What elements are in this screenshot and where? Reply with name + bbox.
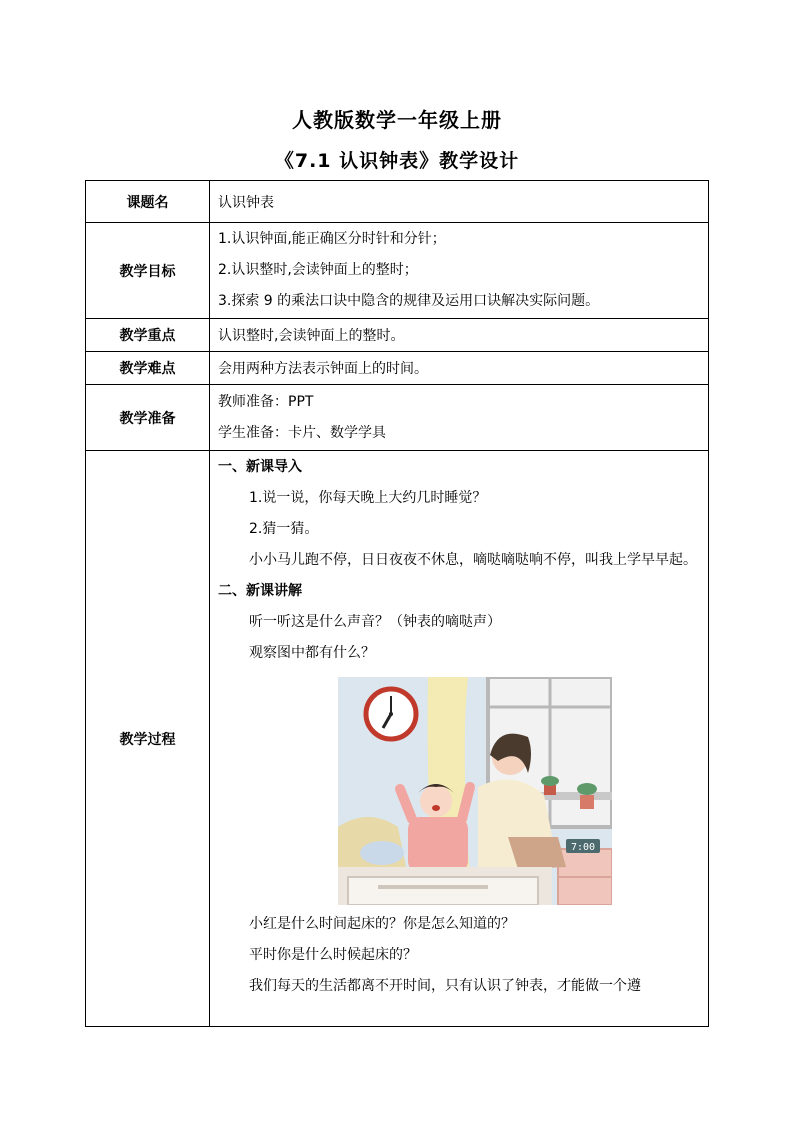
lesson-plan-table (85, 180, 709, 1027)
paragraph: 我们每天的生活都离不开时间，只有认识了钟表，才能做一个遵 (249, 978, 641, 994)
objective-item: 1.认识钟面,能正确区分时针和分针； (218, 231, 446, 247)
label-key-point: 教学重点 (86, 319, 210, 352)
riddle-paragraph: 小小马儿跑不停，日日夜夜不休息，嘀哒嘀哒响不停，叫我上学早早起。 (249, 552, 697, 568)
paragraph: 平时你是什么时候起床的？ (249, 947, 417, 963)
row-topic (86, 181, 709, 223)
plant-icon (577, 783, 597, 809)
illustration-wakeup (338, 677, 612, 905)
label-topic: 课题名 (86, 181, 210, 223)
doc-subtitle: 《7.1 认识钟表》教学设计 (274, 150, 520, 172)
paragraph: 2.猜一猜。 (249, 521, 319, 537)
paragraph: 小红是什么时间起床的？你是怎么知道的？ (249, 916, 515, 932)
process-content (210, 451, 709, 1027)
paragraph: 观察图中都有什么？ (249, 645, 375, 661)
value-topic: 认识钟表 (210, 181, 709, 223)
label-preparation: 教学准备 (86, 385, 210, 451)
doc-title: 人教版数学一年级上册 (292, 108, 502, 132)
row-key-point (86, 319, 709, 352)
student-prep: 学生准备：卡片、数学学具 (218, 424, 386, 441)
section-heading: 一、新课导入 (218, 459, 302, 475)
digital-clock-display: 7:00 (570, 842, 596, 853)
row-difficulty (86, 352, 709, 385)
label-objectives: 教学目标 (86, 223, 210, 319)
objective-item: 2.认识整时,会读钟面上的整时； (218, 262, 418, 278)
label-process: 教学过程 (86, 451, 210, 1027)
value-preparation (210, 385, 709, 451)
label-difficulty: 教学难点 (86, 352, 210, 385)
objectives-list (210, 223, 709, 319)
row-objectives (86, 223, 709, 319)
paragraph: 1.说一说，你每天晚上大约几时睡觉？ (249, 490, 487, 506)
value-difficulty: 会用两种方法表示钟面上的时间。 (210, 352, 709, 385)
paragraph: 听一听这是什么声音？（钟表的嘀哒声） (249, 614, 501, 630)
teacher-prep: 教师准备：PPT (218, 393, 314, 410)
row-process (86, 451, 709, 1027)
value-key-point: 认识整时,会读钟面上的整时。 (210, 319, 709, 352)
section-heading: 二、新课讲解 (218, 583, 302, 599)
objective-item: 3.探索 9 的乘法口诀中隐含的规律及运用口诀解决实际问题。 (218, 293, 600, 309)
wall-clock-icon (366, 689, 416, 739)
row-preparation (86, 385, 709, 451)
